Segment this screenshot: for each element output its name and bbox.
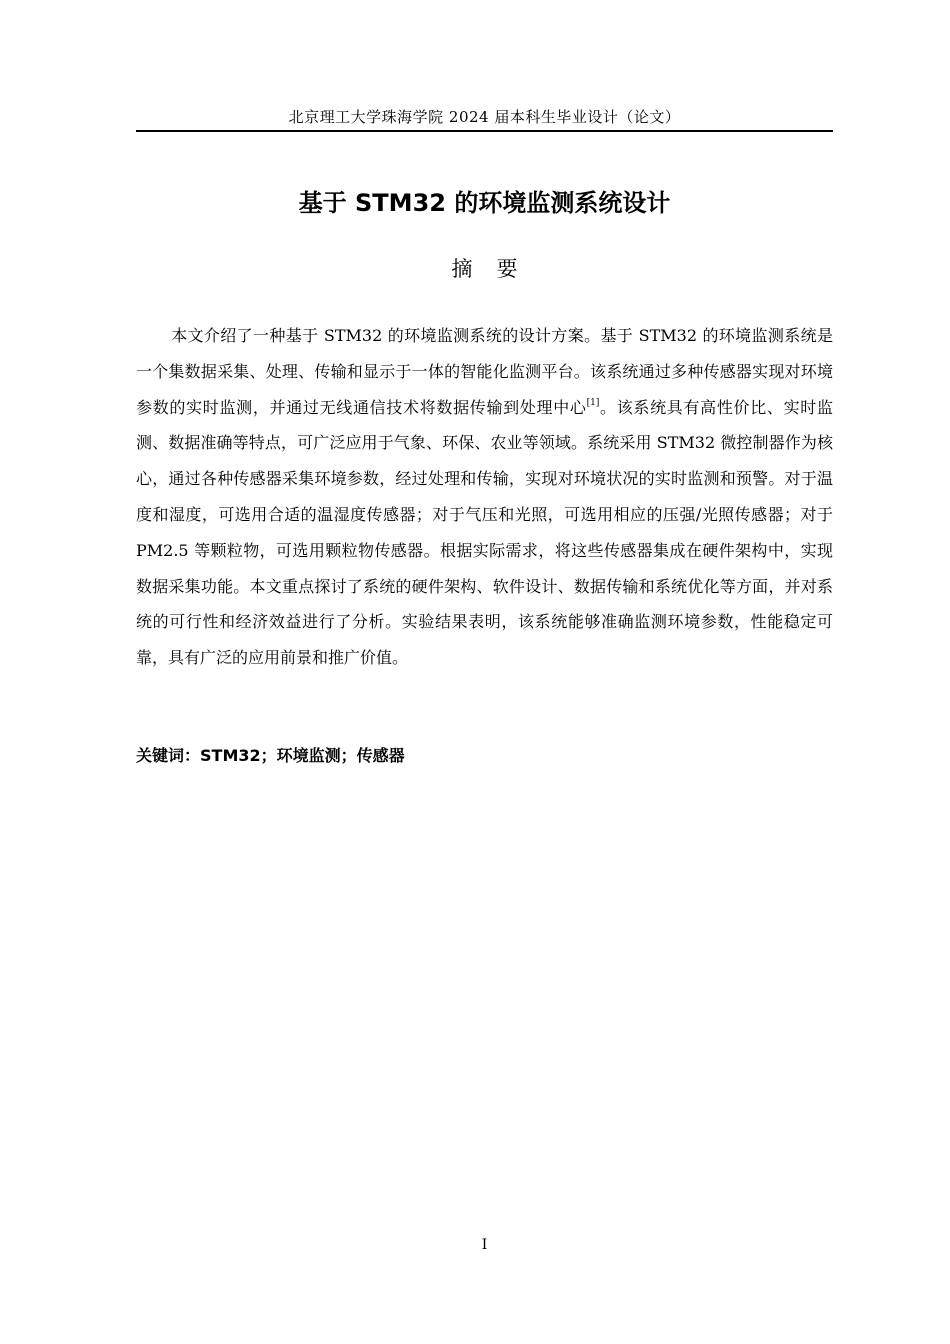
document-title: 基于 STM32 的环境监测系统设计 — [298, 189, 671, 217]
abstract-text-part-1: 本文介绍了一种基于 STM32 的环境监测系统的设计方案。基于 STM32 的环境监测系统是一个集数据采集、处理、传输和显示于一体的智能化监测平台。该系统通过多种传感器实现对环境参数的实时监测，并通过无线通信技术将数据传输到处理中心 — [136, 326, 833, 417]
abstract-body — [136, 318, 833, 676]
keywords-line: 关键词：STM32；环境监测；传感器 — [136, 746, 405, 765]
abstract-text-part-2: 。该系统具有高性价比、实时监测、数据准确等特点，可广泛应用于气象、环保、农业等领域。系统采用 STM32 微控制器作为核心，通过各种传感器采集环境参数，经过处理和传输，实现对环境状况的实时监测和预警。对于温度和湿度，可选用合适的温湿度传感器；对于气压和光照，可选用相应的压强/光照传感器；对于 PM2.5 等颗粒物，可选用颗粒物传感器。根据实际需求，将这些传感器集成在硬件架构中，实现数据采集功能。本文重点探讨了系统的硬件架构、软件设计、数据传输和系统优化等方面，并对系统的可行性和经济效益进行了分析。实验结果表明，该系统能够准确监测环境参数，性能稳定可靠，具有广泛的应用前景和推广价值。 — [136, 397, 833, 668]
page-header: 北京理工大学珠海学院 2024 届本科生毕业设计（论文） — [136, 106, 833, 132]
abstract-heading: 摘要 — [451, 257, 542, 281]
page-number: I — [481, 1237, 488, 1253]
citation-reference[interactable]: [1] — [586, 397, 600, 408]
